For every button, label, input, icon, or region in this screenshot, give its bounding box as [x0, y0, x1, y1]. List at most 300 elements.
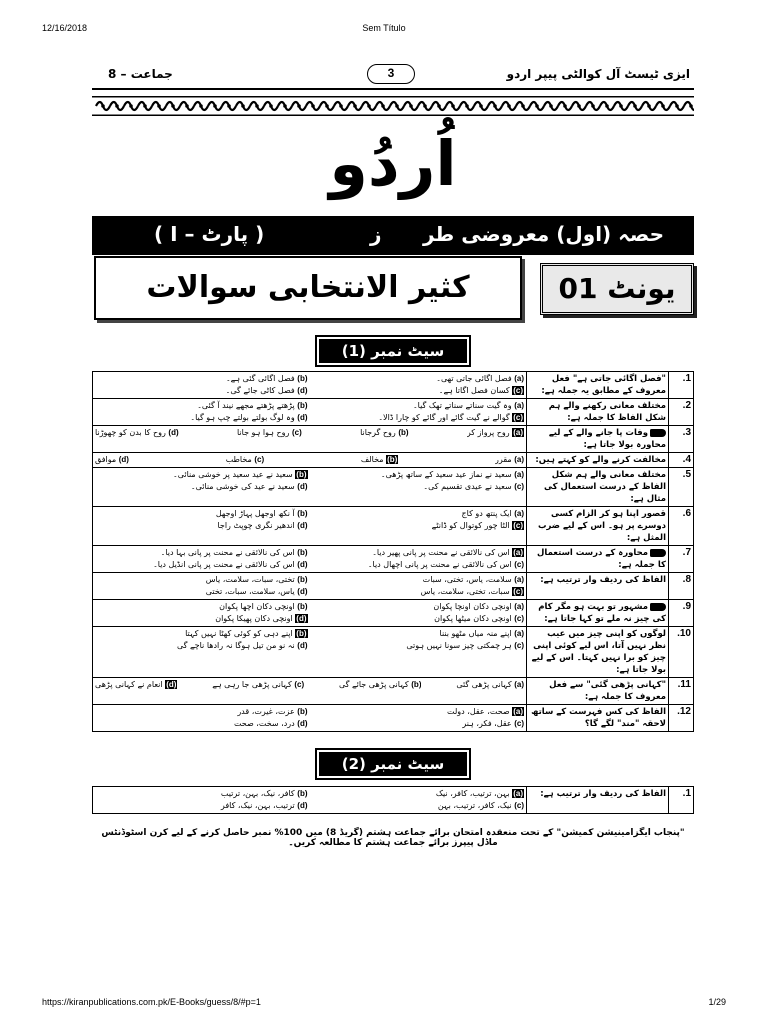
unit-row: [92, 255, 694, 321]
option-letter: (a): [514, 629, 524, 638]
question-number: 1.: [669, 372, 694, 399]
option-text: موافق: [95, 455, 117, 464]
question-number: 6.: [669, 507, 694, 546]
ornament-line: [92, 115, 694, 117]
options-row: [95, 454, 524, 466]
question-options: [93, 787, 527, 814]
option-text: سعید نے عید کی خوشی منائی۔: [190, 482, 295, 491]
option-text: انعام نے کہانی پڑھی: [95, 680, 163, 689]
option-text: سعید نے عید سعید پر خوشی منائی۔: [173, 470, 293, 479]
ornament-dot: [465, 104, 469, 108]
ornament-dot: [675, 104, 679, 108]
option-text: روح کا بدن کو چھوڑنا: [95, 428, 166, 437]
option: [95, 520, 308, 532]
options-grid: [95, 373, 524, 397]
option-text: نہ نو من تیل ہوگا نہ رادھا ناچے گی: [176, 641, 295, 650]
question-label: "کہانی پڑھی گئی" سے فعل معروف کا جملہ ہے:: [549, 680, 666, 702]
question-row: [93, 573, 694, 600]
question-text: [527, 453, 669, 468]
option-text: عقل، فکر، ہنر: [462, 719, 512, 728]
question-options: [93, 453, 527, 468]
options-grid: [95, 469, 524, 493]
option-letter: (a): [514, 509, 524, 518]
ornament-dot: [185, 104, 189, 108]
option-text: اونچی دکان پھیکا پکوان: [215, 614, 293, 623]
ornament-line: [92, 96, 694, 98]
ornament-dot: [479, 104, 483, 108]
option-text: اونچی دکان اونچا پکوان: [433, 602, 512, 611]
question-label: مختلف معانی والے ہم شکل الفاظ کے درست استعمال کی مثال ہے:: [544, 470, 666, 504]
option-letter: (d): [297, 641, 308, 650]
question-text: [527, 787, 669, 814]
option-text: روح پرواز کر: [466, 428, 510, 437]
unit-badge: یونٹ 01: [540, 263, 694, 315]
option-letter: (d): [297, 482, 308, 491]
pointing-hand-icon: [650, 603, 666, 611]
option-letter: (d): [297, 386, 308, 395]
option-letter: (c): [291, 428, 302, 437]
option: [95, 412, 308, 424]
question-text: [527, 705, 669, 732]
option-text: ترتیب، بہن، نیک، کافر: [220, 801, 295, 810]
options-row: [95, 427, 524, 439]
section-bar: [92, 216, 694, 255]
ornament-dot: [325, 104, 329, 108]
option-text: یاس، سلامت، سبات، تختی: [205, 587, 295, 596]
option: [95, 574, 308, 586]
question-options: [93, 399, 527, 426]
page-title: اُردُو: [329, 127, 457, 200]
ornament-dot: [395, 104, 399, 108]
option-text: مخالف: [360, 455, 384, 464]
option-text: آ نکھ اوجھل پہاڑ اوجھل: [215, 509, 295, 518]
option-text: سلامت، یاس، تختی، سبات: [422, 575, 512, 584]
option-letter: (d): [297, 719, 308, 728]
option-text: اپنے دہی کو کوئی کھٹا نہیں کہتا: [185, 629, 293, 638]
set-2-badge: [315, 748, 471, 780]
option-letter: (d): [168, 428, 179, 437]
ornament-dot: [577, 104, 581, 108]
question-text: [527, 600, 669, 627]
option-letter: (c): [514, 801, 524, 810]
option: [95, 400, 308, 412]
option-letter: (b): [297, 789, 308, 798]
mcq-heading: کثیر الانتخابی سوالات: [94, 256, 522, 320]
ornament-dot: [381, 104, 385, 108]
ornament-dot: [171, 104, 175, 108]
question-row: [93, 453, 694, 468]
question-label: "فصل اگائی جاتی ہے" فعل معروف کے مطابق یہ جملہ ہے:: [541, 374, 666, 396]
ornament-dot: [535, 104, 539, 108]
ornament-dot: [311, 104, 315, 108]
ornament-dot: [255, 104, 259, 108]
question-row: [93, 399, 694, 426]
option-text: اس کی نالائقی نے محنت پر پانی بہا دیا۔: [160, 548, 295, 557]
ornament-dot: [101, 104, 105, 108]
question-row: [93, 546, 694, 573]
ornament-border: [92, 95, 694, 117]
page-url: https://kiranpublications.com.pk/E-Books/guess/8/#p=1: [42, 997, 261, 1007]
question-number: 3.: [669, 426, 694, 453]
pointing-hand-icon: [650, 549, 666, 557]
option-letter: (b): [296, 629, 307, 638]
ornament-dot: [563, 104, 567, 108]
option-text: مخاطب: [225, 455, 252, 464]
question-options: [93, 600, 527, 627]
option-letter: (d): [297, 587, 308, 596]
option-text: سعید نے عیدی تقسیم کی۔: [423, 482, 512, 491]
option-letter: (a): [513, 548, 523, 557]
option-letter: (c): [514, 560, 524, 569]
option-letter: (c): [294, 680, 305, 689]
set-1-questions: [92, 371, 694, 732]
option-letter: (a): [514, 401, 524, 410]
option-letter: (a): [514, 374, 524, 383]
question-row: [93, 468, 694, 507]
option-text: ہر چمکتی چیز سونا نہیں ہوتی: [406, 641, 512, 650]
option-text: اس کی نالائقی نے محنت پر پانی اچھال دیا۔: [367, 560, 512, 569]
options-grid: [95, 706, 524, 730]
question-number: 2.: [669, 399, 694, 426]
option-text: کہانی پڑھی جائے گی: [338, 680, 409, 689]
option-letter: (a): [514, 680, 524, 689]
ornament-dot: [689, 104, 693, 108]
question-number: 9.: [669, 600, 694, 627]
ornament-dot: [521, 104, 525, 108]
section-label: حصہ (اول) معروضی طر: [422, 222, 664, 246]
option-text: کافر، نیک، بہن، ترتیب: [220, 789, 295, 798]
option-letter: (c): [513, 413, 523, 422]
option-letter: (a): [514, 455, 524, 464]
option-text: کسان فصل اگاتا ہے۔: [438, 386, 510, 395]
question-text: [527, 399, 669, 426]
option-text: مقرر: [495, 455, 512, 464]
option-text: کہانی پڑھی جا رہی ہے: [212, 680, 292, 689]
question-label: محاورہ کے درست استعمال کا جملہ ہے:: [537, 548, 666, 570]
question-options: [93, 705, 527, 732]
set-1-badge: [315, 335, 471, 367]
option-text: نیک، کافر، ترتیب، بہن: [437, 801, 512, 810]
option-letter: (d): [297, 413, 308, 422]
option-letter: (b): [387, 455, 398, 464]
question-number: 11.: [669, 678, 694, 705]
ornament-dot: [423, 104, 427, 108]
ornament-dot: [507, 104, 511, 108]
option-text: فصل اگائی گئی ہے۔: [225, 374, 295, 383]
option: [95, 373, 308, 385]
option-letter: (a): [513, 789, 523, 798]
option-letter: (a): [513, 707, 523, 716]
options-grid: [95, 628, 524, 652]
option: [95, 559, 308, 571]
question-text: [527, 573, 669, 600]
option: [95, 706, 308, 718]
option-letter: (a): [513, 428, 523, 437]
ornament-dot: [241, 104, 245, 108]
ornament-dot: [409, 104, 413, 108]
ornament-dot: [143, 104, 147, 108]
option-letter: (d): [297, 560, 308, 569]
print-footer: [0, 997, 768, 1011]
option: [312, 706, 525, 718]
option: [237, 427, 302, 439]
option: [95, 508, 308, 520]
option-text: اونچی دکان میٹھا پکوان: [434, 614, 512, 623]
question-options: [93, 678, 527, 705]
ornament-dot: [647, 104, 651, 108]
option: [456, 679, 524, 691]
option-text: سبات، تختی، سلامت، یاس: [420, 587, 510, 596]
option-letter: (c): [513, 521, 523, 530]
question-row: [93, 705, 694, 732]
option-text: بہن، ترتیب، کافر، نیک: [435, 789, 510, 798]
option: [360, 427, 408, 439]
option: [312, 373, 525, 385]
option: [312, 574, 525, 586]
option-letter: (b): [297, 575, 308, 584]
question-text: [527, 372, 669, 399]
option-text: کہانی پڑھی گئی: [456, 680, 512, 689]
document-page: [92, 60, 694, 848]
question-label: قصور اپنا ہو کر الزام کسی دوسرے پر ہو۔ اس کے لیے ضرب المثل ہے:: [537, 509, 666, 543]
option-letter: (d): [296, 614, 307, 623]
options-grid: [95, 788, 524, 812]
ornament-dot: [283, 104, 287, 108]
section-mid: ز: [370, 222, 382, 246]
option: [312, 385, 525, 397]
option: [95, 385, 308, 397]
option-letter: (c): [514, 719, 524, 728]
option-text: صحت، عقل، دولت: [446, 707, 510, 716]
option: [95, 800, 308, 812]
option-text: روح گرجانا: [360, 428, 396, 437]
option-text: فصل اگائی جاتی تھی۔: [436, 374, 512, 383]
option: [95, 613, 308, 625]
option: [312, 547, 525, 559]
option: [312, 613, 525, 625]
question-row: [93, 426, 694, 453]
question-label: مشہور تو بہت ہو مگر کام کی چیز نہ ملے تو کہا جاتا ہے:: [538, 602, 666, 624]
option: [95, 469, 308, 481]
question-number: 12.: [669, 705, 694, 732]
question-text: [527, 468, 669, 507]
option: [95, 454, 129, 466]
option-letter: (d): [166, 680, 177, 689]
option-text: اونچی دکان اچھا پکوان: [219, 602, 295, 611]
option: [312, 601, 525, 613]
option-letter: (b): [296, 470, 307, 479]
option-letter: (d): [297, 521, 308, 530]
option-text: اس کی نالائقی نے محنت پر پانی انڈیل دیا۔: [153, 560, 295, 569]
set-2-title: سیٹ نمبر (2): [319, 752, 467, 776]
option-letter: (b): [398, 428, 409, 437]
question-label: الفاظ کی کس فہرست کے ساتھ لاحقہ "مند" لگے گا؟: [531, 707, 666, 729]
question-number: 8.: [669, 573, 694, 600]
ornament-dot: [157, 104, 161, 108]
option: [495, 454, 524, 466]
question-row: [93, 600, 694, 627]
options-grid: [95, 508, 524, 532]
option: [312, 628, 525, 640]
question-number: 1.: [669, 787, 694, 814]
option-letter: (c): [514, 614, 524, 623]
ornament-dot: [115, 104, 119, 108]
question-label: الفاظ کی ردیف وار ترتیب ہے:: [540, 575, 666, 585]
option: [312, 412, 525, 424]
ornament-dot: [591, 104, 595, 108]
book-title: ایزی ٹیسٹ آل کوالٹی پیپر اردو: [506, 67, 690, 81]
page-number: 3: [367, 64, 415, 84]
ornament-dot: [297, 104, 301, 108]
option: [312, 788, 525, 800]
option: [226, 454, 264, 466]
question-label: مختلف معانی رکھنے والے ہم شکل الفاظ کا جملہ ہے:: [548, 401, 666, 423]
question-number: 10.: [669, 627, 694, 678]
option-text: وہ لوگ بولتے بولتے چپ ہو گیا۔: [190, 413, 295, 422]
question-label: الفاظ کی ردیف وار ترتیب ہے:: [540, 789, 666, 799]
option: [361, 454, 398, 466]
ornament-dot: [227, 104, 231, 108]
option-letter: (a): [514, 575, 524, 584]
ornament-dot: [437, 104, 441, 108]
option-letter: (b): [297, 548, 308, 557]
option: [339, 679, 422, 691]
option-text: سعید نے نماز عید سعید کے ساتھ پڑھی۔: [380, 470, 512, 479]
option: [95, 586, 308, 598]
ornament-pattern: [92, 95, 694, 117]
print-date: 12/16/2018: [42, 23, 88, 33]
question-number: 5.: [669, 468, 694, 507]
ornament-dot: [619, 104, 623, 108]
option-text: درد، سخت، صحت: [233, 719, 295, 728]
option-letter: (b): [297, 401, 308, 410]
question-label: مخالفت کرنے والے کو کہتے ہیں:: [535, 455, 666, 465]
question-options: [93, 426, 527, 453]
ornament-dot: [493, 104, 497, 108]
question-row: [93, 787, 694, 814]
option-letter: (b): [297, 602, 308, 611]
section-part: ( پارٹ – I ): [154, 222, 265, 246]
option-text: پڑھتے پڑھتے مجھے نیند آ گئی۔: [197, 401, 295, 410]
option: [95, 679, 177, 691]
options-row: [95, 679, 524, 691]
option-text: ایک پنتھ دو کاج: [461, 509, 512, 518]
set-1-title: سیٹ نمبر (1): [319, 339, 467, 363]
option: [312, 559, 525, 571]
option-letter: (d): [297, 801, 308, 810]
option-letter: (c): [514, 482, 524, 491]
option-letter: (b): [411, 680, 422, 689]
option-text: اندھیر نگری چوپٹ راجا: [217, 521, 295, 530]
option-text: الٹا چور کوتوال کو ڈانٹے: [431, 521, 510, 530]
class-label: جماعت – 8: [108, 67, 173, 81]
pointing-hand-icon: [650, 429, 666, 437]
page-header: [92, 60, 694, 90]
question-options: [93, 468, 527, 507]
option: [212, 679, 304, 691]
ornament-dot: [129, 104, 133, 108]
ornament-dot: [367, 104, 371, 108]
options-grid: [95, 601, 524, 625]
option-letter: (a): [514, 470, 524, 479]
option-letter: (b): [297, 374, 308, 383]
ornament-dot: [451, 104, 455, 108]
question-label: لوگوں کو اپنی چیز میں عیب نظر نہیں آتا، اس لیے کوئی اپنی چیز کو برا نہیں کہتا۔ اس کے لیے بولا جاتا ہے:: [531, 629, 666, 675]
question-options: [93, 627, 527, 678]
option: [312, 520, 525, 532]
question-number: 7.: [669, 546, 694, 573]
option-letter: (c): [513, 386, 523, 395]
option-text: عزت، غیرت، قدر: [237, 707, 295, 716]
question-text: [527, 546, 669, 573]
option-letter: (d): [118, 455, 129, 464]
option-letter: (b): [297, 509, 308, 518]
question-row: [93, 372, 694, 399]
question-text: [527, 426, 669, 453]
option: [95, 788, 308, 800]
ornament-dot: [339, 104, 343, 108]
option-letter: (c): [514, 641, 524, 650]
option-letter: (a): [514, 602, 524, 611]
question-label: وفات پا جانے والے کے لیے محاورہ بولا جاتا ہے:: [548, 428, 666, 450]
option-text: اپنے منہ میاں مٹھو بننا: [439, 629, 512, 638]
question-row: [93, 678, 694, 705]
option-text: تختی، سبات، سلامت، یاس: [205, 575, 295, 584]
option: [95, 718, 308, 730]
ornament-dot: [213, 104, 217, 108]
option: [312, 718, 525, 730]
options-grid: [95, 574, 524, 598]
option-text: اس کی نالائقی نے محنت پر پانی پھیر دیا۔: [372, 548, 510, 557]
options-grid: [95, 547, 524, 571]
ornament-dot: [199, 104, 203, 108]
question-text: [527, 678, 669, 705]
option: [312, 481, 525, 493]
option: [312, 640, 525, 652]
question-row: [93, 627, 694, 678]
option: [312, 800, 525, 812]
question-number: 4.: [669, 453, 694, 468]
set-2-questions: [92, 786, 694, 814]
option: [312, 586, 525, 598]
question-text: [527, 627, 669, 678]
option: [312, 400, 525, 412]
option-letter: (c): [513, 587, 523, 596]
option: [95, 601, 308, 613]
options-grid: [95, 400, 524, 424]
option: [95, 628, 308, 640]
option-text: وہ گیت سناتے سناتے تھک گیا۔: [412, 401, 512, 410]
question-options: [93, 573, 527, 600]
print-header: [0, 23, 768, 37]
option: [312, 508, 525, 520]
option: [95, 547, 308, 559]
ornament-dot: [269, 104, 273, 108]
question-options: [93, 372, 527, 399]
question-row: [93, 507, 694, 546]
ornament-dot: [661, 104, 665, 108]
ornament-dot: [605, 104, 609, 108]
option-text: روح ہوا ہو جانا: [236, 428, 290, 437]
ornament-dot: [353, 104, 357, 108]
option: [95, 481, 308, 493]
option: [467, 427, 524, 439]
ornament-dot: [633, 104, 637, 108]
question-options: [93, 546, 527, 573]
option: [95, 640, 308, 652]
question-text: [527, 507, 669, 546]
option-letter: (b): [297, 707, 308, 716]
